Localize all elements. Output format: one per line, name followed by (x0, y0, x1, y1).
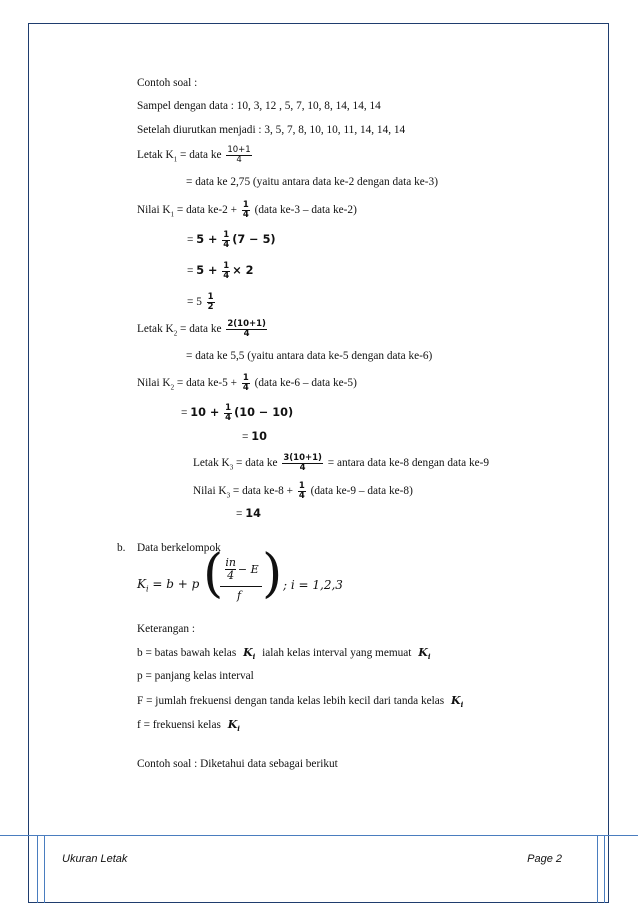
step2-a: 5 + (196, 264, 218, 278)
ki-symbol (451, 694, 463, 709)
fraction-numerator: 1 (225, 403, 232, 413)
footer-right-bar (597, 835, 605, 903)
footer-rule (0, 835, 638, 836)
step2-fraction (222, 262, 230, 281)
k2-result-value: 10 (251, 430, 267, 443)
def-b-text-2: ialah kelas interval yang memuat (262, 647, 412, 659)
fraction-denominator: 4 (225, 413, 232, 423)
letak-k1-text: = data ke (177, 149, 222, 162)
formula-right-paren: ) (262, 544, 283, 604)
nilai-k1-line (137, 201, 357, 220)
k1-step2-line (187, 262, 253, 281)
step1-b: (7 − 5) (232, 233, 276, 247)
nilai-k2-fraction (242, 374, 250, 393)
nilai-k3-label: Nilai K (193, 485, 227, 498)
ki-i: i (252, 652, 256, 662)
letak-k1-sub: 1 (173, 155, 178, 164)
formula-lhs-sub: i (145, 584, 149, 594)
def-b-line (137, 646, 435, 661)
k1-result-fraction (207, 293, 215, 312)
formula-left-paren: ( (203, 544, 224, 604)
k1-result-value: = 5 (187, 296, 202, 309)
step-equals: = (236, 508, 243, 520)
section-b-title: Data berkelompok (137, 542, 221, 554)
nilai-k3-fraction (298, 482, 306, 501)
k1-result-line (187, 293, 217, 312)
ki-k: K (227, 718, 238, 731)
def-p-line: p = panjang kelas interval (137, 670, 254, 682)
step-equals: = (181, 407, 188, 420)
def-f-cap-text: F = jumlah frekuensi dengan tanda kelas lebih kecil dari tanda kelas (137, 695, 445, 707)
fraction-numerator: 3(10+1) (283, 453, 322, 463)
footer-title: Ukuran Letak (62, 853, 128, 865)
letak-k2-fraction (226, 320, 267, 339)
formula-inner (222, 557, 262, 582)
fraction-numerator: 1 (223, 230, 230, 240)
fraction-numerator: 1 (223, 261, 230, 271)
k3-result-line (236, 507, 261, 520)
ki-symbol (418, 646, 430, 661)
step2-b: × 2 (232, 264, 254, 278)
fraction-numerator: 1 (298, 481, 305, 491)
letak-k3-text: = data ke (233, 457, 278, 470)
fraction-numerator: 2(10+1) (227, 319, 266, 329)
nilai-k1-text: = data ke-2 + (174, 204, 238, 217)
letak-k3-fraction (282, 454, 323, 473)
fraction-denominator: 4 (299, 463, 306, 473)
ki-symbol (243, 646, 255, 661)
k2-step1-a: 10 + (190, 406, 220, 420)
ki-i: i (460, 700, 464, 710)
letak-k3-label: Letak K (193, 457, 230, 470)
letak-k2-label: Letak K (137, 323, 174, 336)
step-equals: = (242, 431, 249, 443)
letak-k1-fraction (226, 146, 251, 165)
k1-position-line: = data ke 2,75 (yaitu antara data ke-2 dengan data ke-3) (186, 176, 438, 188)
formula-minus-e: − E (237, 563, 259, 576)
step-equals: = (187, 265, 194, 278)
nilai-k3-text: = data ke-8 + (230, 485, 294, 498)
def-f-text: f = frekuensi kelas (137, 719, 221, 731)
letak-k1-line (137, 146, 254, 165)
ki-k: K (243, 646, 253, 659)
nilai-k2-label: Nilai K (137, 377, 171, 390)
letak-k3-line (193, 454, 489, 473)
nilai-k1-tail: (data ke-3 – data ke-2) (251, 204, 357, 217)
letak-k3-tail: = antara data ke-8 dengan data ke-9 (324, 457, 490, 470)
fraction-numerator: 1 (207, 292, 214, 302)
example-2-heading: Contoh soal : Diketahui data sebagai berikut (137, 758, 338, 770)
formula-in: in (225, 556, 236, 569)
footer-page-number: Page 2 (527, 853, 562, 865)
nilai-k3-tail: (data ke-9 – data ke-8) (307, 485, 413, 498)
formula-f: f (237, 589, 242, 602)
k2-step1-b: (10 − 10) (234, 406, 294, 420)
nilai-k3-sub: 3 (226, 491, 231, 500)
formula-fraction-bar (220, 586, 262, 587)
formula-four: 4 (227, 569, 235, 582)
fraction-numerator: 1 (242, 200, 249, 210)
fraction-denominator: 2 (207, 302, 214, 312)
grouped-quartile-formula (137, 577, 199, 593)
k2-step1-fraction (224, 404, 232, 423)
k1-step1-line (187, 231, 276, 250)
fraction-denominator: 4 (236, 155, 242, 165)
fraction-denominator: 4 (223, 240, 230, 250)
step-equals: = (187, 234, 194, 247)
formula-eq: = b + p (148, 577, 200, 591)
fraction-denominator: 4 (242, 210, 249, 220)
formula-tail: ; i = 1,2,3 (283, 578, 343, 592)
letak-k2-line (137, 320, 269, 339)
letak-k2-sub: 2 (173, 329, 178, 338)
ki-k: K (418, 646, 428, 659)
nilai-k1-sub: 1 (170, 210, 175, 219)
nilai-k1-fraction (242, 201, 250, 220)
step1-fraction (222, 231, 230, 250)
step1-a: 5 + (196, 233, 218, 247)
fraction-denominator: 4 (243, 329, 250, 339)
letak-k1-label: Letak K (137, 149, 174, 162)
ki-i: i (237, 724, 240, 734)
fraction-denominator: 4 (242, 383, 249, 393)
fraction-numerator: 1 (242, 373, 249, 383)
nilai-k3-line (193, 482, 413, 501)
sample-data-line: Sampel dengan data : 10, 3, 12 , 5, 7, 10, 8, 14, 14, 14 (137, 100, 381, 112)
k2-step1-line (181, 404, 293, 423)
formula-lhs: K (137, 577, 146, 591)
fraction-denominator: 4 (298, 491, 305, 501)
k2-position-line: = data ke 5,5 (yaitu antara data ke-5 dengan data ke-6) (186, 350, 433, 362)
fraction-numerator: 10+1 (227, 145, 251, 155)
k3-result-value: 14 (245, 507, 261, 520)
sorted-data-line: Setelah diurutkan menjadi : 3, 5, 7, 8, 10, 10, 11, 14, 14, 14 (137, 124, 406, 136)
nilai-k1-label: Nilai K (137, 204, 171, 217)
section-b-label: b. (117, 542, 126, 554)
letak-k2-text: = data ke (177, 323, 222, 336)
letak-k3-sub: 3 (229, 463, 234, 472)
nilai-k2-line (137, 374, 357, 393)
def-f-line (137, 718, 244, 733)
example-heading: Contoh soal : (137, 77, 198, 89)
def-b-text: b = batas bawah kelas (137, 647, 237, 659)
ki-k: K (451, 694, 461, 707)
k2-result-line (242, 430, 267, 443)
nilai-k2-text: = data ke-5 + (174, 377, 238, 390)
ki-i: i (427, 652, 431, 662)
def-f-cap-line (137, 694, 467, 709)
footer-left-bar (37, 835, 45, 903)
nilai-k2-sub: 2 (170, 383, 175, 392)
nilai-k2-tail: (data ke-6 – data ke-5) (251, 377, 357, 390)
keterangan-heading: Keterangan : (137, 623, 196, 635)
ki-symbol (228, 718, 240, 733)
fraction-denominator: 4 (223, 271, 230, 281)
